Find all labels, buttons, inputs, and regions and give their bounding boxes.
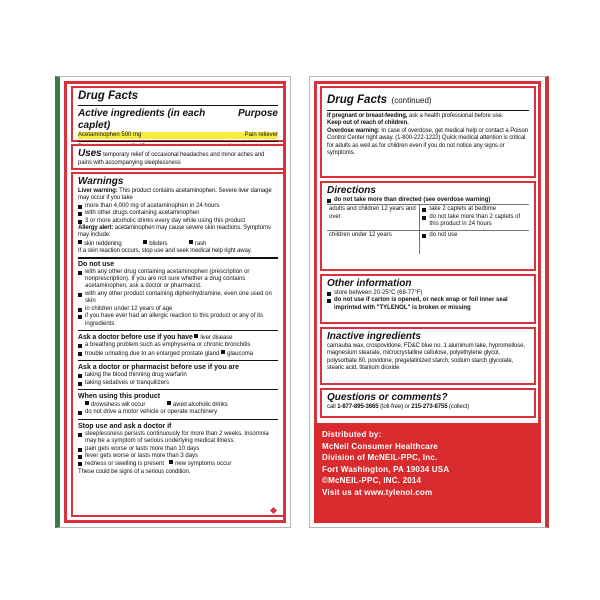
questions-box: Questions or comments? call 1-877-895-3665 (toll-free) or 215-273-8755 (collect) <box>320 388 536 418</box>
continued-box: Drug Facts (continued) If pregnant or breast-feeding, ask a health professional before use. Keep out of reach of children. Overdose warning: In case of overdose, get medical help or contact a Poison Control Center right away. (1-800-222-1222) Quick medical attention is critical for adults as well as for children even if you do not notice any signs or symptoms. <box>320 86 536 178</box>
uses-text: temporary relief of occasional headaches and minor aches and pains with accompanying sleeplessness <box>78 152 265 166</box>
warnings-title: Warnings <box>78 176 124 187</box>
table-row: children under 12 years do not use <box>327 230 529 254</box>
inactive-ingredients-box: Inactive ingredients carnauba wax, crospovidone, FD&C blue no. 1 aluminum lake, hypromellose, magnesium stearate, microcrystalline cellulose, polyethylene glycol, polysorbate 80, povidone, pregelatinized starch, sodium starch glycolate, stearic acid, titanium dioxide <box>320 327 536 385</box>
liver-list: more than 4,000 mg of acetaminophen in 24 hours with other drugs containing acetaminophen 3 or more alcoholic drinks every day while using this product <box>78 203 278 225</box>
drug-facts-left-panel <box>55 76 291 528</box>
do-not-use-title: Do not use <box>78 260 115 268</box>
stop-use-list: sleeplessness persists continuously for more than 2 weeks. Insomnia may be a symptom of serious underlying medical illness. pain gets worse or lasts more than 10 days fever gets worse or lasts more than 3 days redness or swelling is present new symptoms occur <box>78 431 278 469</box>
distributor-panel: Distributed by: McNeil Consumer Healthcare Division of McNEIL-PPC, Inc. Fort Washington, PA 19034 USA ©McNEIL-PPC, INC. 2014 Visit us at www.tylenol.com <box>314 423 541 523</box>
warnings-box: Warnings Liver warning: This product contains acetaminophen. Severe liver damage may occur if you take more than 4,000 mg of acetaminophen in 24 hours with other drugs containing acetaminophen 3 or more alcoholic drinks every day while using this product Allergy alert: acetaminophen may cause severe skin reactions. Symptoms may include: skin reddening blisters rash If a skin reaction occurs, stop use and seek medical help right away. Do not use with any other drug containing acetaminophen (prescription or nonprescription). If you are not sure whether a drug contains acetaminophen, ask a doctor or pharmacist. with any other product containing diphenhydramine, even one used on skin in children under 12 years of age if you have ever had an allergic reaction to this product or any of its ingredients Ask a doctor before use if you have liver disease a breathing problem such as emphysema or chronic bronchitis trouble urinating due to an enlarged prostate gland glaucoma Ask a doctor or pharmacist before use if you are taking the blood thinning drug warfarin taking sedatives or tranquilizers When using this product drowsiness will occur avoid alcoholic drinks do not drive a motor vehicle or operate machinery Stop use and ask a doctor if sleeplessness persists continuously for more than 2 weeks. Insomnia may be a symptom of serious underlying medical illness. pain gets worse or lasts more than 10 days fever gets worse or lasts more than 3 days redness or swelling is present new symptoms occur These could be signs of a serious condition. <box>71 172 285 517</box>
drug-facts-continued-title: Drug Facts <box>327 94 388 106</box>
active-ingredients-box <box>71 86 285 142</box>
uses-title: Uses <box>78 148 102 159</box>
other-info-box: Other information store between 20-25°C (68-77°F) do not use if carton is opened, or neck wrap or foil inner seal imprinted with "TYLENOL" is broken or missing <box>320 274 536 324</box>
purpose-header: Purpose <box>237 108 278 119</box>
do-not-use-list: with any other drug containing acetaminophen (prescription or nonprescription). If you are not sure whether a drug contains acetaminophen, ask a doctor or pharmacist. with any other product containing diphenhydramine, even one used on skin in children under 12 years of age if you have ever had an allergic reaction to this product or any of its ingredients <box>78 269 278 328</box>
allergy-symptoms: skin reddening blisters rash <box>78 240 278 248</box>
questions-title: Questions or comments? <box>327 392 448 403</box>
directions-box: Directions do not take more than directed (see overdose warning) adults and children 12 years and over take 2 caplets at bedtime do not take more than 2 caplets of this product in 24 hours children under 12 years do not use <box>320 181 536 271</box>
table-row: adults and children 12 years and over take 2 caplets at bedtime do not take more than 2 caplets of this product in 24 hours <box>327 205 529 230</box>
ask-doctor-list: a breathing problem such as emphysema or chronic bronchitis trouble urinating due to an enlarged prostate gland glaucoma <box>78 342 278 358</box>
drug-facts-right-panel <box>309 76 549 528</box>
ask-pharmacist-list: taking the blood thinning drug warfarin taking sedatives or tranquilizers <box>78 372 278 387</box>
inactive-title: Inactive ingredients <box>327 331 421 342</box>
uses-box <box>71 144 285 170</box>
active-ingredients-header: Active ingredients (in each caplet) <box>78 108 206 131</box>
directions-title: Directions <box>327 185 376 196</box>
ingredient-row: Acetaminophen 500 mg Pain reliever <box>78 132 278 138</box>
drug-facts-title: Drug Facts <box>78 90 139 102</box>
other-info-title: Other information <box>327 278 412 289</box>
directions-table <box>327 204 529 254</box>
website-text: Visit us at www.tylenol.com <box>322 487 433 497</box>
